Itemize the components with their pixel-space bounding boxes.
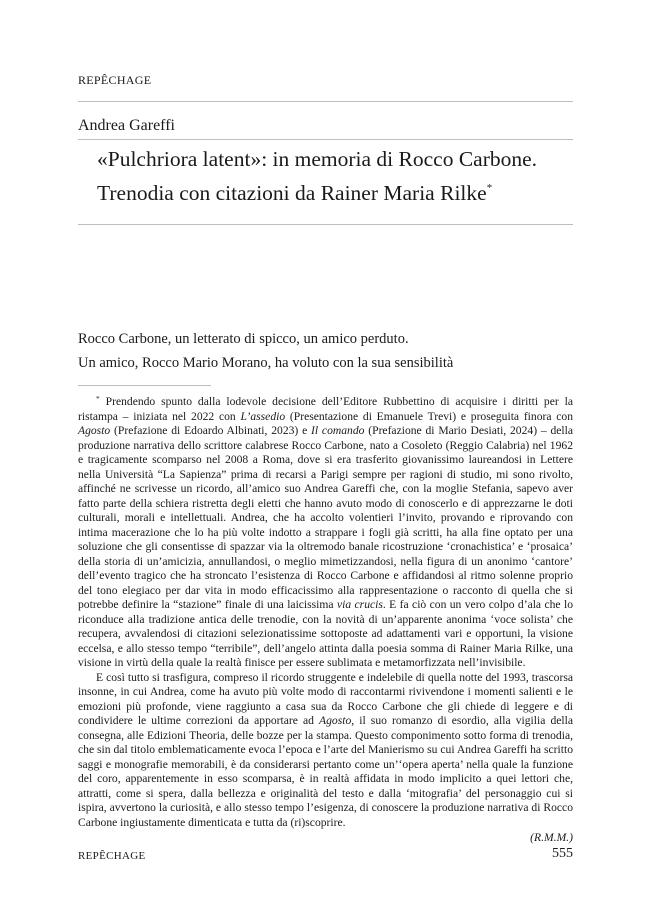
title-footnote-mark: * [486,182,493,194]
footnote-text: . E fa ciò con un vero colpo d’ala che lo riconduce alla tradizione antica delle trenodie, con la novità di un’apparente anonima ‘voce solista’ che recupera, avvalendosi di citazioni selezionatissime sottoposte ad adattamenti vari e opportuni, la visione eccelsa, e allo stesso tempo “terribile”, dell’angelo attinta dalla poesia somma di Rainer Maria Rilke, una visione in virtù della quale la realtà finisce per essere sublimata e metamorfizzata nell’invisibile. [78,598,573,669]
title-line-1: «Pulchriora latent»: in memoria di Rocco Carbone. [97,147,538,171]
footnote-text: (Presentazione di Emanuele Trevi) e proseguita finora con [285,409,574,423]
book-title: Agosto [319,714,352,727]
article-author: Andrea Gareffi [78,117,175,134]
footnote-text: (Prefazione di Edoardo Albinati, 2023) e [110,424,312,437]
footnote-mark: * [96,394,100,403]
book-title: L’assedio [240,409,286,423]
running-head: REPÊCHAGE [78,73,152,87]
author-rule [78,139,573,140]
footnote-text: (Prefazione di Mario Desiati, 2024) – della produzione narrativa dello scrittore calabrese Rocco Carbone, nato a Cosoleto (Reggio Calabria) nel 1962 e tragicamente scomparso nel 2008 a Roma, dove si era trasferito giovanissimo laureandosi in Lettere nella Università “La Sapienza” prima di recarsi a Parigi sempre per ragioni di studio, mi sono rivolto, affinché ne scrivesse un ricordo, all’amico suo Andrea Gareffi che, con la moglie Stefania, sapevo aver fatto parte della schiera ristretta degli eletti che hanno avuto modo di conoscerlo e di apprezzarne le doti culturali, morali e intellettuali. Andrea, che ha accolto volentieri l’invito, provando e riprovando con intima macerazione che lo ha più volte indotto a strappare i fogli già scritti, ha alla fine optato per una soluzione che gli consentisse di spazzar via la oltremodo banale ricostruzione ‘cronachistica’ e ‘prosaica’ della storia di un’amicizia, annullandosi, o meglio mimetizzandosi, nella figura di un anonimo ‘cantore’ dell’evento tragico che ha stroncato l’esistenza di Rocco Carbone e affidandosi al ritmo solenne proprio del tono elegiaco per dar vita in modo efficacissimo alla rappresentazione o racconto di quella che si potrebbe definire la “stazione” finale di una laicissima [78,424,574,611]
footnote-signature: (R.M.M.) [530,831,573,844]
title-line-2-text: Trenodia con citazioni da Rainer Maria Rilke [97,181,487,205]
footnote-text: E così tutto si trasfigura, compreso il ricordo struggente e indelebile di quella notte del 1993, trascorsa insonne, in cui Andrea, come ha avuto più volte modo di raccontarmi rivivendone i momenti salienti e le emozioni più profonde, viene raggiunto a casa sua da Rocco Carbone che gli chiede di leggere e di condividere le ultime correzioni da apportare ad [78,670,573,727]
title-line-2 [97,174,577,208]
article-title [97,145,577,208]
body-text-line: Rocco Carbone, un letterato di spicco, un amico perduto. [78,331,409,347]
book-title: Il comando [311,424,365,437]
book-title: Agosto [78,424,111,437]
footnote-text: , il suo romanzo di esordio, alla vigilia della consegna, alle Edizioni Theoria, delle bozze per la stampa. Questo componimento sotto forma di trenodia, che sin dal titolo emblematicamente evoca l’epoca e l’arte del Manierismo su cui Andrea Gareffi ha scritto saggi e monografie memorabili, è da considerarsi pertanto come un’‘opera aperta’ nella quale la funzione del coro, apparentemente in esso scomparsa, è in realtà affidata in modo implicito a quei lettori che, attratti, come si spera, dalla bellezza e originalità del testo e dalla ‘mitografia’ del personaggio cui si ispira, avvertono la curiosità, e allo stesso tempo l’esigenza, di conoscere la produzione narrativa di Rocco Carbone ingiustamente dimenticata e tutta da (ri)scoprire. [78,714,573,829]
header-rule [78,101,573,102]
title-rule [78,224,573,225]
footnote [78,392,573,846]
footnote-separator [78,385,211,386]
footer-section: REPÊCHAGE [78,850,146,862]
footnote-paragraph [78,671,573,831]
page-number: 555 [552,846,573,861]
italic-phrase: via crucis [336,598,383,611]
body-text-line: Un amico, Rocco Mario Morano, ha voluto con la sua sensibilità [78,355,454,371]
footnote-text: Prendendo spunto dalla lodevole decisione dell’Editore Rubbettino di acquisire i diritti per la ristampa – iniziata nel 2022 con [78,395,573,423]
footnote-paragraph [78,392,573,671]
